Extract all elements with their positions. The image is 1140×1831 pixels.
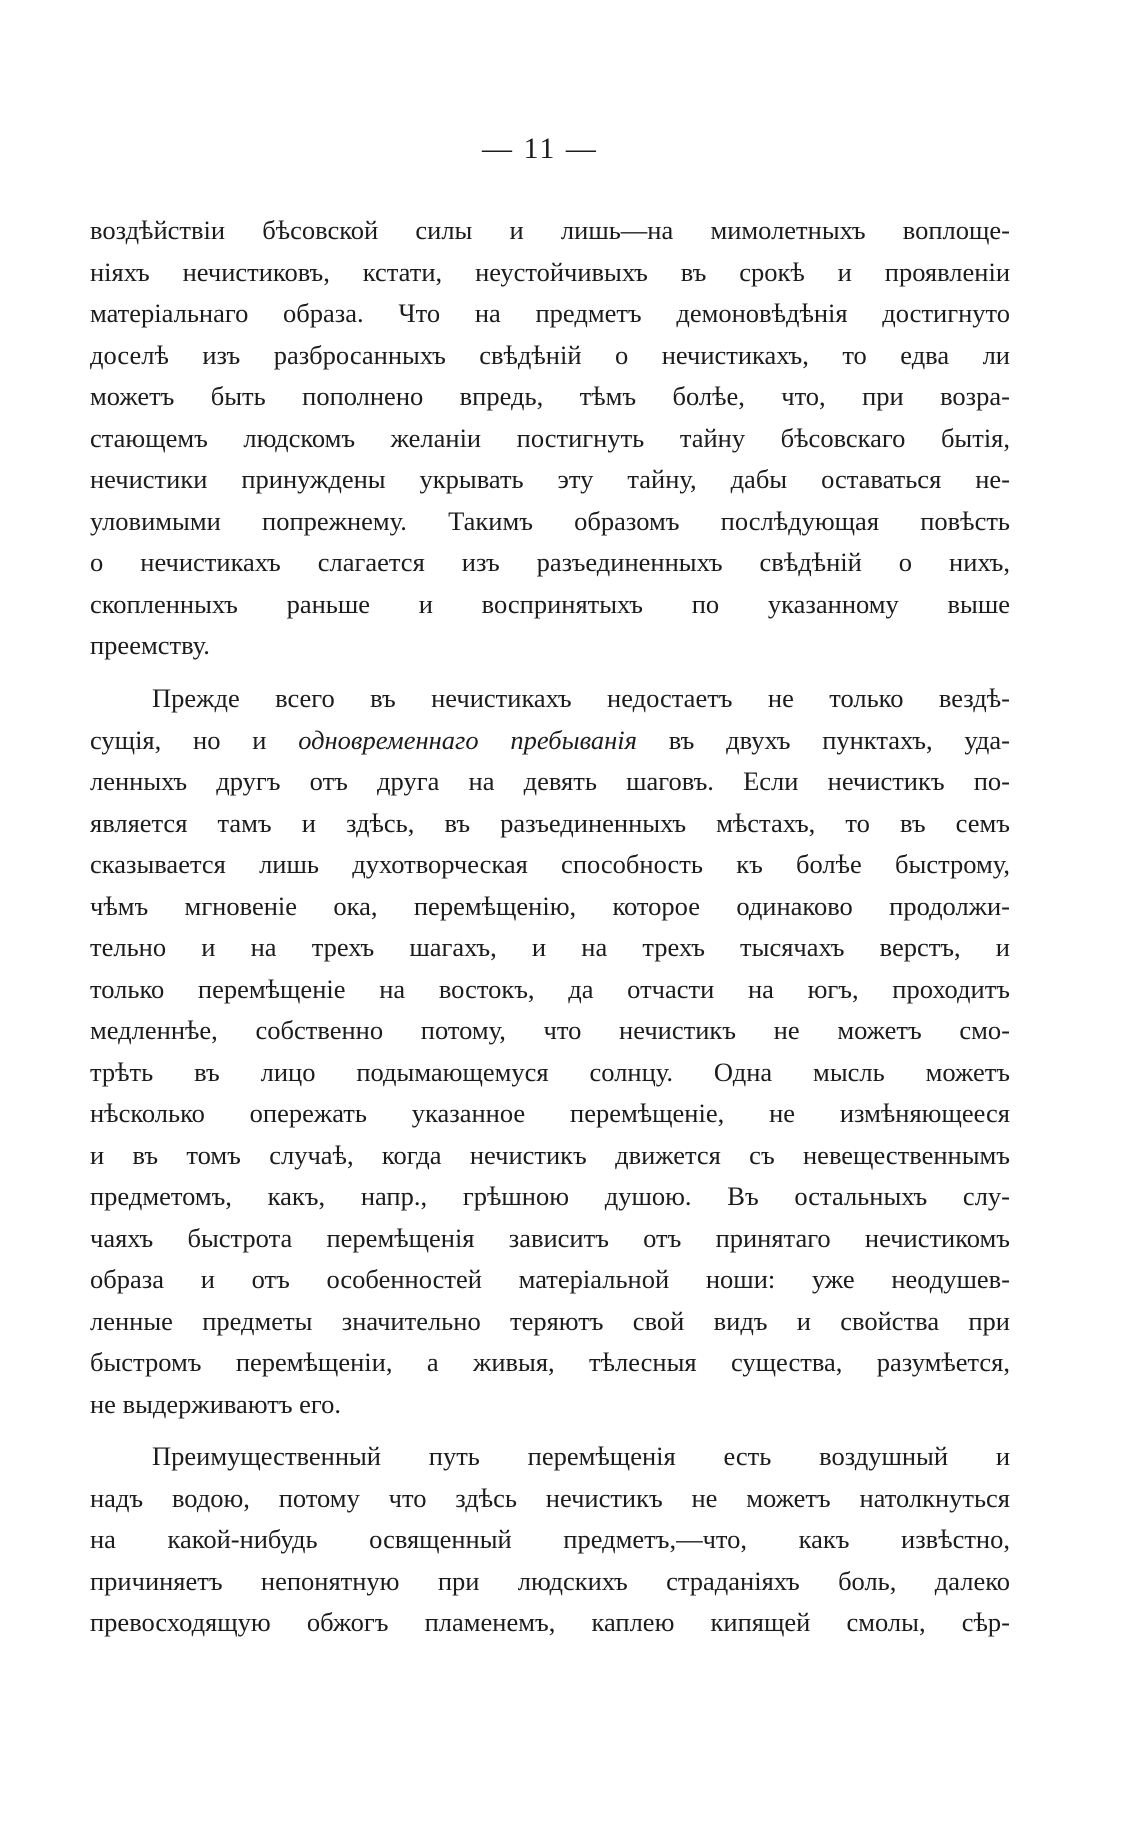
text-line: о нечистикахъ слагается изъ разъединенныхъ свѣдѣній о нихъ, (90, 547, 1010, 577)
text-line: ленные предметы значительно теряютъ свой видъ и свойства при (90, 1305, 1010, 1336)
text-line: является тамъ и здѣсь, въ разъединенныхъ мѣстахъ, то въ семъ (90, 807, 1010, 838)
paragraph-2 (90, 678, 1010, 1425)
text-line: быстромъ перемѣщеніи, а живыя, тѣлесныя существа, разумѣется, (90, 1347, 1010, 1377)
text-line: скопленныхъ раньше и воспринятыхъ по указанному выше (90, 588, 1010, 619)
text-line: Преимущественный путь перемѣщенія есть воздушный и (152, 1441, 1010, 1471)
text-line: медленнѣе, собственно потому, что нечистикъ не можетъ смо- (90, 1015, 1010, 1045)
text-line: чѣмъ мгновеніе ока, перемѣщенію, которое одинаково продолжи- (90, 890, 1010, 921)
text-line: воздѣйствіи бѣсовской силы и лишь—на мимолетныхъ воплоще- (90, 215, 1010, 245)
text-line: предметомъ, какъ, напр., грѣшною душою. Въ остальныхъ слу- (90, 1181, 1010, 1211)
text-line: не выдерживаютъ его. (90, 1388, 341, 1419)
text-segment: сущія, но и (90, 724, 299, 755)
text-line: трѣть въ лицо подымающемуся солнцу. Одна мысль можетъ (90, 1056, 1010, 1087)
text-line-with-emphasis (90, 720, 1010, 762)
text-line: тельно и на трехъ шагахъ, и на трехъ тысячахъ верстъ, и (90, 932, 1010, 962)
text-line: уловимыми попрежнему. Такимъ образомъ послѣдующая повѣсть (90, 505, 1010, 536)
text-segment: въ двухъ пунктахъ, уда- (636, 724, 1011, 755)
emphasized-text: одновременнаго пребыванія (298, 724, 637, 755)
text-line: стающемъ людскомъ желаніи постигнуть тайну бѣсовскаго бытія, (90, 422, 1010, 453)
text-line: ленныхъ другъ отъ друга на девять шаговъ. Если нечистикъ по- (90, 766, 1010, 796)
text-line: нѣсколько опережать указанное перемѣщеніе, не измѣняющееся (90, 1098, 1010, 1128)
text-line: чаяхъ быстрота перемѣщенія зависитъ отъ принятаго нечистикомъ (90, 1222, 1010, 1253)
text-line: сказывается лишь духотворческая способность къ болѣе быстрому, (90, 849, 1010, 879)
text-line: только перемѣщеніе на востокъ, да отчасти на югъ, проходитъ (90, 973, 1010, 1004)
text-line: Прежде всего въ нечистикахъ недостаетъ не только вездѣ- (152, 683, 1010, 713)
text-line: и въ томъ случаѣ, когда нечистикъ движется съ невещественнымъ (90, 1139, 1010, 1170)
paragraph-1 (90, 210, 1010, 667)
text-line: нечистики принуждены укрывать эту тайну, дабы оставаться не- (90, 464, 1010, 494)
text-line: причиняетъ непонятную при людскихъ страданіяхъ боль, далеко (90, 1565, 1010, 1596)
text-line: можетъ быть пополнено впредь, тѣмъ болѣе, что, при возра- (90, 381, 1010, 411)
paragraph-3 (90, 1436, 1010, 1644)
text-line: преемству. (90, 630, 210, 660)
text-line: превосходящую обжогъ пламенемъ, каплею кипящей смолы, сѣр- (90, 1607, 1010, 1637)
page-number: — 11 — (482, 132, 598, 165)
text-line: матеріальнаго образа. Что на предметъ демоновѣдѣнія достигнуто (90, 298, 1010, 328)
text-line: доселѣ изъ разбросанныхъ свѣдѣній о нечистикахъ, то едва ли (90, 339, 1010, 370)
text-line: образа и отъ особенностей матеріальной ноши: уже неодушев- (90, 1264, 1010, 1294)
text-line: на какой-нибудь освященный предметъ,—что, какъ извѣстно, (90, 1524, 1010, 1554)
text-line: ніяхъ нечистиковъ, кстати, неустойчивыхъ въ срокѣ и проявленіи (90, 256, 1010, 287)
text-line: надъ водою, потому что здѣсь нечистикъ не можетъ натолкнуться (90, 1482, 1010, 1513)
